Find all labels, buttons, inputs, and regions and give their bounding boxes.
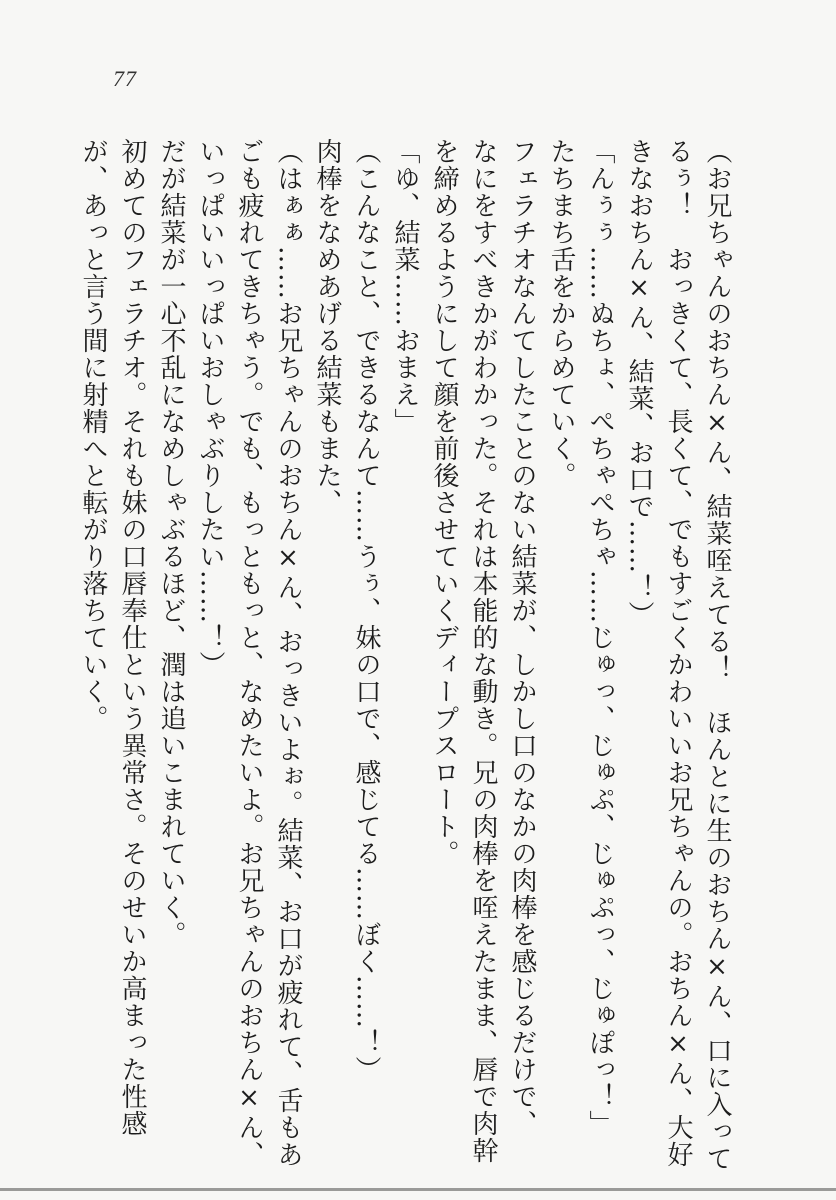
- page-edge-divider: [0, 1188, 836, 1191]
- text-line: るぅ！ おっきくて、長くて、でもすごくかわいいお兄ちゃんの。おちん×ん、大好: [663, 138, 693, 1168]
- text-line: を締めるようにして顔を前後させていくディープスロート。: [429, 138, 459, 867]
- text-line: 「んぅぅ……ぬちょ、ぺちゃぺちゃ……じゅっ、じゅぷ、じゅぷっ、じゅぽっ！」: [585, 138, 615, 1137]
- text-line: なにをすべきかがわかった。それは本能的な動き。兄の肉棒を咥えたまま、唇で肉幹: [468, 138, 498, 1164]
- text-line: いっぱいいっぱいおしゃぶりしたい……！）: [195, 138, 225, 678]
- text-line: たちまち舌をからめていく。: [546, 138, 576, 489]
- text-line: 「ゆ、結菜……おまえ」: [390, 138, 420, 435]
- text-line: ごも疲れてきちゃう。でも、もっともっと、なめたいよ。お兄ちゃんのおちん×ん、: [234, 138, 264, 1168]
- vertical-text-block: [73, 138, 736, 1172]
- page-number: 77: [113, 66, 137, 91]
- text-line: フェラチオなんてしたことのない結菜が、しかし口のなかの肉棒を感じるだけで、: [507, 138, 537, 1137]
- text-line: （お兄ちゃんのおちん×ん、結菜咥えてる！ ほんとに生のおちん×ん、口に入って: [702, 138, 732, 1172]
- text-line: 初めてのフェラチオ。それも妹の口唇奉仕という異常さ。そのせいか高まった性感: [117, 138, 147, 1137]
- text-line: が、あっと言う間に射精へと転がり落ちていく。: [78, 138, 108, 732]
- text-line: だが結菜が一心不乱になめしゃぶるほど、潤は追いこまれていく。: [156, 138, 186, 948]
- text-line: （こんなこと、できるなんて……うぅ、妹の口で、感じてる……ぼく……！）: [351, 138, 381, 1083]
- text-line: きなおちん×ん、結菜、お口で……！）: [624, 138, 654, 628]
- text-line: （はぁぁ……お兄ちゃんのおちん×ん、おっきいよぉ。結菜、お口が疲れて、舌もあ: [273, 138, 303, 1168]
- text-line: 肉棒をなめあげる結菜もまた、: [312, 138, 342, 516]
